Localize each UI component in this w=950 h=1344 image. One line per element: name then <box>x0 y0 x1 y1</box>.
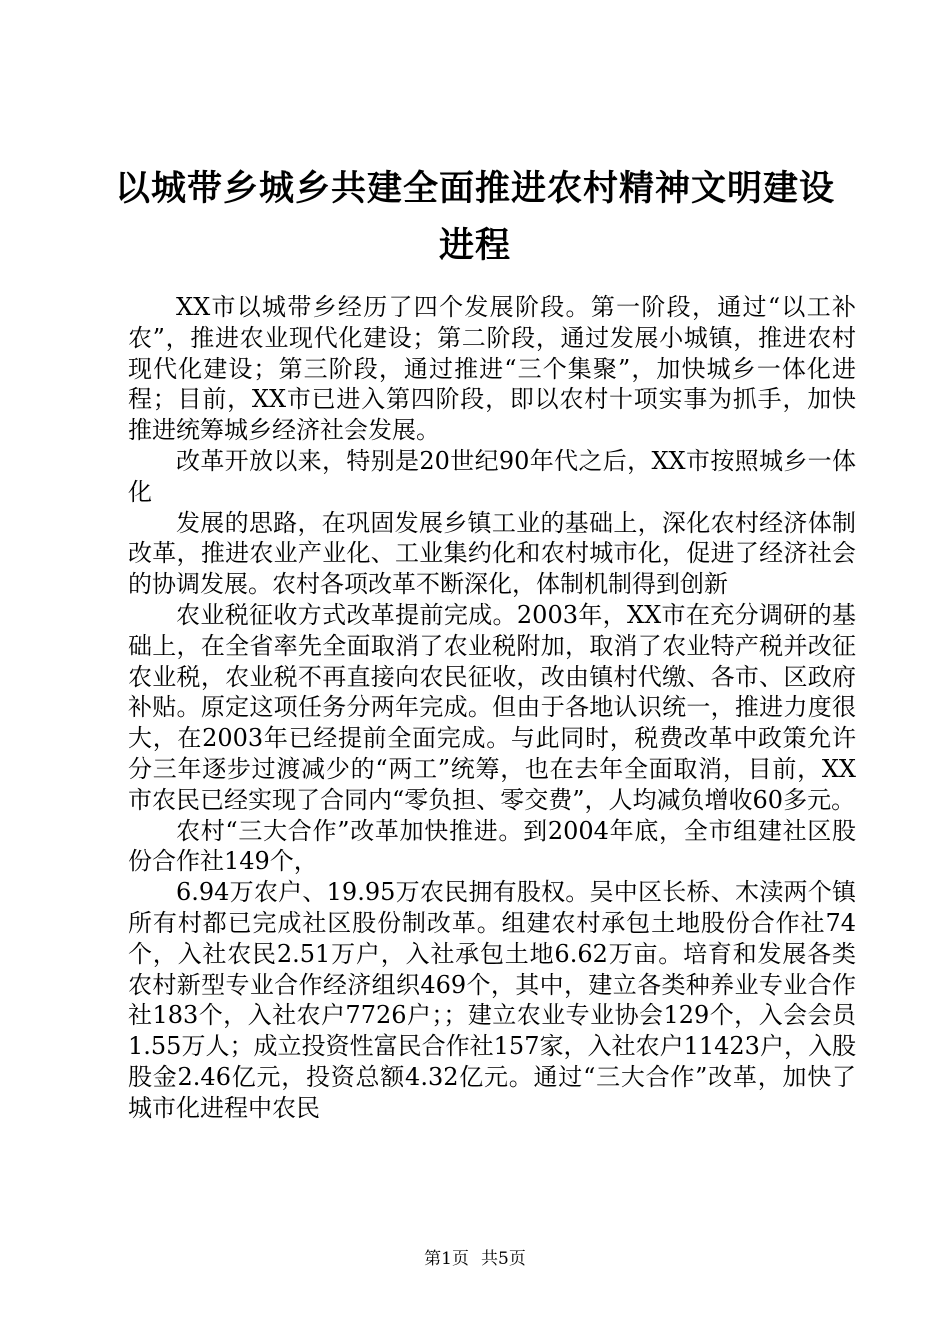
title-line-2: 进程 <box>438 225 511 266</box>
paragraph: 农村“三大合作”改革加快推进。到2004年底，全市组建社区股份合作社149个， <box>128 816 856 876</box>
page-number: 第1页 <box>424 1249 469 1269</box>
page-footer <box>0 1244 950 1269</box>
document-title <box>100 160 850 274</box>
paragraph: 6.94万农户、19.95万农民拥有股权。吴中区长桥、木渎两个镇所有村都已完成社区股份制改革。组建农村承包土地股份合作社74个，入社农民2.51万户，入社承包土地6.62万亩。培育和发展各类农村新型专业合作经济组织469个，其中，建立各类种养业专业合作社183个，入社农户7726户；；建立农业专业协会129个，入会会员1.55万人；成立投资性富民合作社157家，入社农户11423户，入股股金2.46亿元，投资总额4.32亿元。通过“三大合作”改革，加快了城市化进程中农民 <box>128 878 856 1122</box>
paragraph: 农业税征收方式改革提前完成。2003年，XX市在充分调研的基础上，在全省率先全面取消了农业税附加，取消了农业特产税并改征农业税，农业税不再直接向农民征收，改由镇村代缴、各市、区政府补贴。原定这项任务分两年完成。但由于各地认识统一，推进力度很大，在2003年已经提前全面完成。与此同时，税费改革中政策允许分三年逐步过渡减少的“两工”统筹，也在去年全面取消，目前，XX市农民已经实现了合同内“零负担、零交费”，人均减负增收60多元。 <box>128 600 856 814</box>
paragraph: XX市以城带乡经历了四个发展阶段。第一阶段，通过“以工补农”，推进农业现代化建设；第二阶段，通过发展小城镇，推进农村现代化建设；第三阶段，通过推进“三个集聚”，加快城乡一体化进程；目前，XX市已进入第四阶段，即以农村十项实事为抓手，加快推进统筹城乡经济社会发展。 <box>128 293 856 445</box>
paragraph: 发展的思路，在巩固发展乡镇工业的基础上，深化农村经济体制改革，推进农业产业化、工业集约化和农村城市化，促进了经济社会的协调发展。农村各项改革不断深化，体制机制得到创新 <box>128 508 856 599</box>
document-body <box>128 292 856 1124</box>
title-line-1: 以城带乡城乡共建全面推进农村精神文明建设 <box>114 168 835 209</box>
paragraph: 改革开放以来，特别是20世纪90年代之后，XX市按照城乡一体化 <box>128 446 856 506</box>
page-total: 共5页 <box>481 1249 526 1269</box>
